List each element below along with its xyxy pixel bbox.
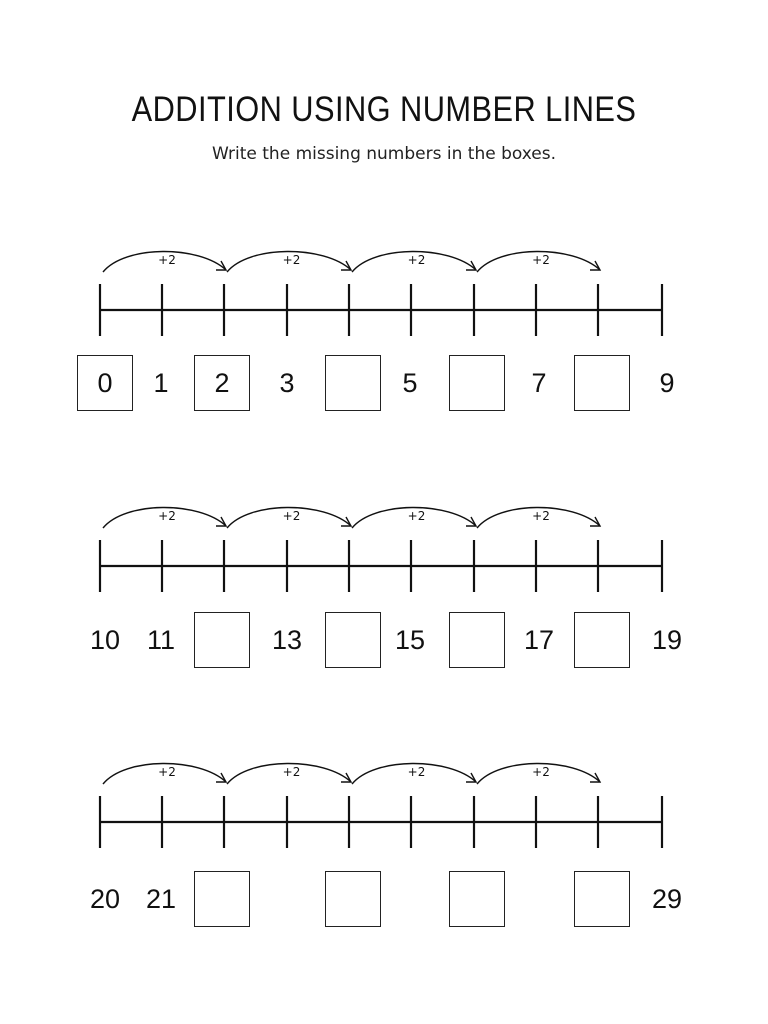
answer-box[interactable] [449, 355, 505, 411]
answer-box[interactable] [449, 612, 505, 668]
number-line-2-hop-label-2: +2 [282, 509, 301, 523]
answer-row-3 [0, 871, 768, 931]
number-label: 19 [651, 624, 683, 655]
answer-box: 0 [77, 355, 133, 411]
number-line-2-hop-label-1: +2 [158, 509, 176, 523]
answer-box: 2 [194, 355, 250, 411]
number-label: 13 [271, 624, 303, 655]
number-label: 11 [146, 624, 176, 655]
number-label: 17 [523, 624, 555, 655]
answer-box[interactable] [194, 612, 250, 668]
answer-box[interactable] [574, 871, 630, 927]
answer-box[interactable] [194, 871, 250, 927]
number-line-1-hop-label-3: +2 [407, 253, 426, 267]
answer-box[interactable] [574, 612, 630, 668]
answer-box[interactable] [325, 355, 381, 411]
answer-box[interactable] [574, 355, 630, 411]
number-line-3-hop-label-4: +2 [532, 765, 550, 779]
number-label: 9 [659, 367, 675, 398]
number-line-3-hop-label-1: +2 [158, 765, 176, 779]
answer-row-1 [0, 355, 768, 415]
answer-box[interactable] [325, 871, 381, 927]
page-title: ADDITION USING NUMBER LINES [131, 90, 637, 129]
number-label [382, 871, 438, 927]
number-label: 3 [279, 367, 295, 398]
instructions: Write the missing numbers in the boxes. [211, 144, 557, 164]
number-label: 15 [394, 624, 426, 655]
number-line-3-hop-label-2: +2 [282, 765, 301, 779]
number-label: 5 [402, 367, 418, 398]
number-label: 1 [153, 367, 169, 398]
number-line-1-hop-label-2: +2 [282, 253, 301, 267]
number-label: 29 [651, 883, 683, 914]
answer-box[interactable] [449, 871, 505, 927]
number-line-1-hop-label-4: +2 [532, 253, 550, 267]
number-label [511, 871, 567, 927]
number-line-2-hop-label-3: +2 [407, 509, 426, 523]
number-label: 21 [145, 883, 177, 914]
number-label [259, 871, 315, 927]
number-label: 10 [89, 624, 121, 655]
answer-row-2 [0, 612, 768, 672]
number-line-2-hop-label-4: +2 [532, 509, 550, 523]
number-line-3-hop-label-3: +2 [407, 765, 426, 779]
answer-box[interactable] [325, 612, 381, 668]
number-label: 7 [531, 367, 547, 398]
number-label: 20 [89, 883, 121, 914]
number-line-1-hop-label-1: +2 [158, 253, 176, 267]
